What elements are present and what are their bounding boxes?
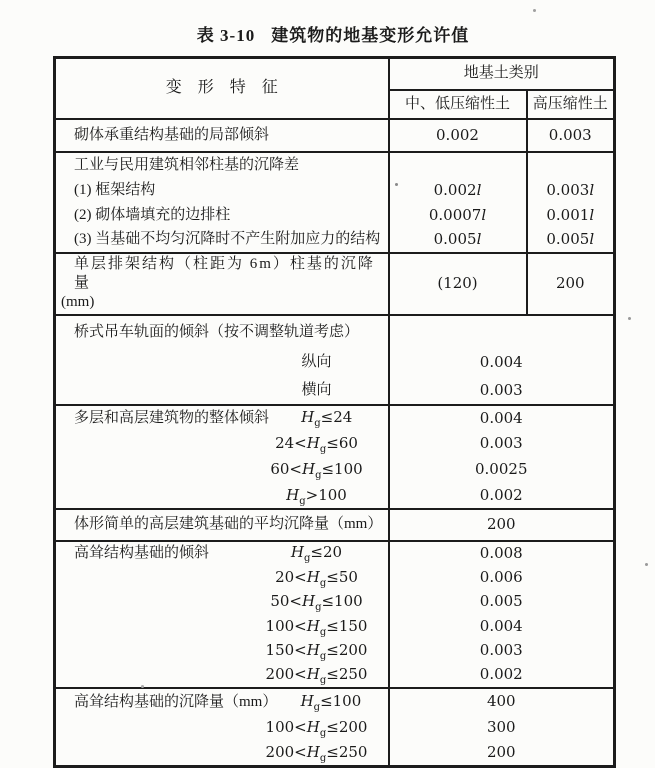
hg-subscript: g <box>314 418 321 430</box>
value-cell: 0.003 <box>479 641 523 660</box>
table-row <box>55 509 615 541</box>
table-row <box>55 565 615 590</box>
condition-suffix: >100 <box>305 485 347 504</box>
value-cell: 0.006 <box>479 567 523 586</box>
feature-cell: (2) 砌体墙填充的边排柱 <box>55 203 389 228</box>
value-cell: 300 <box>486 718 516 737</box>
feature-cell <box>55 565 389 590</box>
condition-suffix: ≤100 <box>320 691 362 710</box>
value-cell <box>527 152 615 178</box>
deformation-allowance-table <box>53 56 616 768</box>
hg-symbol: H <box>306 743 320 762</box>
hg-symbol: H <box>290 543 305 562</box>
scan-speckles <box>395 183 398 186</box>
value-cell: 0.003 <box>479 434 523 453</box>
height-condition <box>249 641 388 663</box>
header-soil-category-cell: 地基土类别 <box>463 65 539 82</box>
direction-label: 横向 <box>301 381 332 398</box>
value-cell: 0.003 <box>527 119 615 152</box>
hg-symbol: H <box>306 665 320 684</box>
height-condition <box>249 665 388 687</box>
value-text: 0.005 <box>433 230 477 249</box>
hg-subscript: g <box>315 602 322 614</box>
section-header-row <box>55 152 615 178</box>
italic-l-suffix: l <box>476 180 482 199</box>
table-row <box>55 228 615 253</box>
height-condition <box>249 592 388 614</box>
condition-prefix: 50< <box>270 592 302 611</box>
value-cell: (120) <box>389 253 527 315</box>
table-row <box>55 431 615 457</box>
height-condition <box>249 743 388 765</box>
table-number: 表 3-10 <box>196 26 256 45</box>
condition-suffix: ≤20 <box>310 543 343 562</box>
condition-suffix: ≤100 <box>321 460 363 479</box>
value-cell: 400 <box>389 688 615 715</box>
feature-cell <box>55 614 389 639</box>
feature-cell <box>55 457 389 483</box>
table-row <box>55 119 615 152</box>
value-cell: 0.004 <box>479 353 523 372</box>
table-row <box>55 377 615 405</box>
hg-subscript: g <box>319 675 327 687</box>
hg-symbol: H <box>306 718 320 737</box>
condition-suffix: ≤200 <box>326 718 368 737</box>
feature-line-2: (mm) <box>61 293 95 310</box>
table-row <box>55 639 615 664</box>
condition-suffix: ≤50 <box>326 567 358 586</box>
value-cell: 0.005 <box>479 592 523 611</box>
condition-prefix: 200< <box>265 743 307 762</box>
value-cell <box>527 228 615 253</box>
hg-symbol: H <box>301 592 316 611</box>
hg-symbol: H <box>306 434 320 453</box>
feature-line-1: 单层排架结构（柱距为 6m）柱基的沉降量 <box>74 256 375 292</box>
value-cell: 200 <box>486 743 516 762</box>
feature-cell <box>55 541 389 566</box>
feature-label: 高耸结构基础的倾斜 <box>74 545 210 562</box>
value-cell <box>389 178 527 203</box>
value-cell <box>527 178 615 203</box>
header-mid-low-compressibility-cell: 中、低压缩性土 <box>389 90 527 119</box>
height-condition <box>277 692 387 711</box>
table-row <box>55 405 615 431</box>
hg-symbol: H <box>306 567 320 586</box>
feature-cell <box>55 590 389 615</box>
table-row <box>55 483 615 509</box>
condition-prefix: 200< <box>265 665 307 684</box>
condition-prefix: 100< <box>265 718 307 737</box>
italic-l-suffix: l <box>589 230 595 249</box>
condition-suffix: ≤250 <box>326 665 368 684</box>
condition-suffix: ≤100 <box>321 592 363 611</box>
value-text: 0.003 <box>546 180 590 199</box>
condition-prefix: 20< <box>275 567 307 586</box>
height-condition <box>249 617 388 636</box>
feature-cell <box>55 688 389 715</box>
header-high-compressibility-cell: 高压缩性土 <box>527 90 615 119</box>
table-row <box>55 614 615 639</box>
table-row <box>55 349 615 377</box>
value-text: 0.001 <box>546 205 590 224</box>
hg-symbol: H <box>286 485 300 504</box>
value-cell <box>389 203 527 228</box>
feature-cell <box>55 663 389 688</box>
feature-cell: (3) 当基础不均匀沉降时不产生附加应力的结构 <box>55 228 389 253</box>
table-row <box>55 688 615 715</box>
feature-cell: 工业与民用建筑相邻柱基的沉降差 <box>55 152 389 178</box>
table-title <box>53 21 613 46</box>
value-cell: 0.002 <box>479 485 523 504</box>
hg-subscript: g <box>313 701 321 713</box>
hg-symbol: H <box>301 408 315 427</box>
hg-subscript: g <box>299 495 306 507</box>
height-condition <box>249 718 388 740</box>
value-cell: 0.004 <box>389 405 615 431</box>
hg-symbol: H <box>306 616 320 635</box>
feature-cell: 体形简单的高层建筑基础的平均沉降量（mm） <box>55 509 389 541</box>
table-row <box>55 590 615 615</box>
value-text: 0.002 <box>433 180 477 199</box>
condition-prefix: 60< <box>270 460 302 479</box>
hg-subscript: g <box>319 626 327 638</box>
value-cell: 0.008 <box>389 541 615 566</box>
table-row <box>55 663 615 688</box>
header-row-1 <box>55 58 615 90</box>
condition-prefix: 150< <box>265 641 307 660</box>
section-header-row <box>55 315 615 349</box>
value-cell <box>389 228 527 253</box>
value-text: 0.005 <box>546 230 590 249</box>
height-condition <box>249 460 388 482</box>
height-condition <box>269 408 387 430</box>
value-cell: 0.003 <box>479 380 523 399</box>
feature-cell <box>55 349 389 377</box>
value-cell: 0.002 <box>479 665 523 684</box>
feature-cell <box>55 431 389 457</box>
hg-subscript: g <box>315 470 322 482</box>
feature-label: 高耸结构基础的沉降量（mm） <box>74 693 278 710</box>
table-caption: 建筑物的地基变形允许值 <box>271 26 470 45</box>
table-row <box>55 253 615 315</box>
italic-l-suffix: l <box>589 180 595 199</box>
feature-cell <box>55 405 389 431</box>
condition-suffix: ≤150 <box>326 616 368 635</box>
condition-suffix: ≤24 <box>320 408 353 427</box>
feature-cell: 桥式吊车轨面的倾斜（按不调整轨道考虑） <box>55 315 389 349</box>
hg-subscript: g <box>319 651 327 663</box>
hg-subscript: g <box>319 728 327 740</box>
feature-cell <box>55 253 389 315</box>
feature-cell <box>55 715 389 741</box>
feature-label: 多层和高层建筑物的整体倾斜 <box>74 410 270 427</box>
table-row <box>55 178 615 203</box>
value-text: 0.0007 <box>428 205 482 224</box>
condition-prefix: 100< <box>265 616 307 635</box>
feature-cell <box>55 639 389 664</box>
value-cell: 0.004 <box>479 616 523 635</box>
feature-cell <box>55 377 389 405</box>
value-cell <box>527 203 615 228</box>
height-condition <box>249 568 388 587</box>
table-row <box>55 203 615 228</box>
italic-l-suffix: l <box>476 230 482 249</box>
table-row <box>55 541 615 566</box>
hg-symbol: H <box>300 691 314 710</box>
feature-cell: 砌体承重结构基础的局部倾斜 <box>55 119 389 152</box>
feature-cell <box>55 483 389 509</box>
condition-suffix: ≤250 <box>326 743 368 762</box>
condition-suffix: ≤60 <box>326 434 358 453</box>
condition-prefix: 24< <box>275 434 307 453</box>
value-cell: 200 <box>527 253 615 315</box>
italic-l-suffix: l <box>481 205 487 224</box>
table-row <box>55 715 615 741</box>
table-row <box>55 457 615 483</box>
value-cell <box>389 152 527 178</box>
direction-label: 纵向 <box>301 354 332 371</box>
hg-subscript: g <box>319 444 327 456</box>
height-condition <box>249 434 388 456</box>
italic-l-suffix: l <box>589 205 595 224</box>
height-condition <box>249 543 388 565</box>
value-cell: 200 <box>389 509 615 541</box>
value-cell: 0.002 <box>389 119 527 152</box>
feature-cell <box>55 741 389 767</box>
hg-subscript: g <box>319 753 327 765</box>
table-row <box>55 741 615 767</box>
hg-symbol: H <box>301 460 316 479</box>
feature-cell: (1) 框架结构 <box>55 178 389 203</box>
value-cell <box>389 315 615 349</box>
condition-suffix: ≤200 <box>326 641 368 660</box>
hg-subscript: g <box>319 577 327 589</box>
value-cell: 0.0025 <box>475 460 528 479</box>
hg-subscript: g <box>304 553 311 565</box>
height-condition <box>249 486 388 505</box>
header-feature-cell: 变 形 特 征 <box>55 58 389 119</box>
hg-symbol: H <box>306 641 320 660</box>
